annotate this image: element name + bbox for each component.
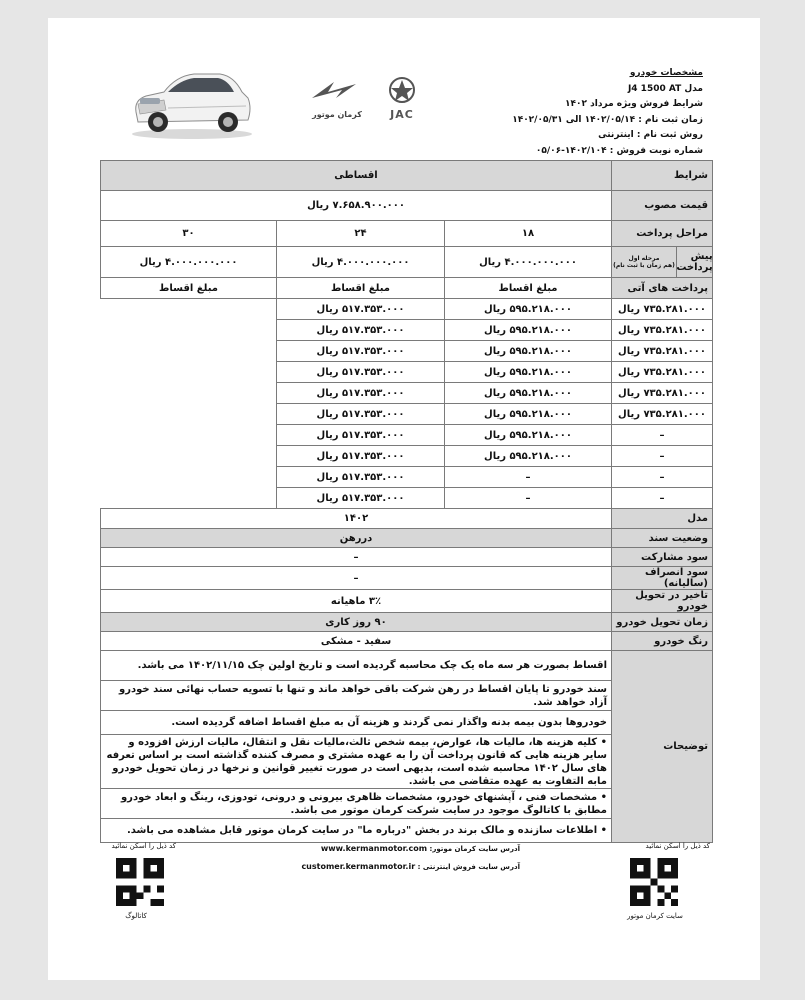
- label-stage1: مرحله اول: [628, 255, 660, 262]
- label-prepay: پیش پرداخت: [676, 247, 712, 277]
- qr-right-caption: سایت کرمان موتور: [627, 912, 683, 920]
- site-address-line: [280, 840, 520, 858]
- installment-cell: ۵۱۷.۳۵۳.۰۰۰ ریال: [277, 362, 445, 383]
- installment-header-30: مبلغ اقساط: [101, 278, 277, 299]
- note-5: • مشخصات فنی ، آپشنهای خودرو، مشخصات ظاهری بیرونی و درونی، تودوزی، رینگ و ابعاد خودرو مطابق با کاتالوگ موجود در سایت شرکت کرمان موتور می باشد.: [101, 789, 612, 819]
- spec-header: [512, 66, 703, 159]
- qr-right-caption-top: کد ذیل را اسکن نمائید: [645, 842, 710, 850]
- site-label: آدرس سایت کرمان موتور:: [429, 845, 520, 853]
- delivery-time-value: ۹۰ روز کاری: [101, 613, 612, 632]
- partnership-value: –: [101, 548, 612, 567]
- installment-cell: ۵۱۷.۳۵۳.۰۰۰ ریال: [277, 320, 445, 341]
- installment-cell: ۵۱۷.۳۵۳.۰۰۰ ریال: [277, 467, 445, 488]
- installment-row: [101, 341, 713, 362]
- installment-cell: ۵۹۵.۲۱۸.۰۰۰ ریال: [445, 425, 612, 446]
- installment-row: [101, 425, 713, 446]
- note-2: سند خودرو تا پایان اقساط در رهن شرکت باقی خواهد ماند و تنها با تسویه حساب نهائی سند خودرو آزاد خواهد شد.: [101, 681, 612, 711]
- label-stages: مراحل پرداخت: [612, 221, 713, 247]
- jac-star-icon: [372, 76, 432, 104]
- label-delivery-time: زمان تحویل خودرو: [612, 613, 713, 632]
- color-value: سفید - مشکی: [101, 632, 612, 651]
- label-prepay-cell: [612, 247, 713, 278]
- installment-cell: –: [612, 467, 713, 488]
- qr-code-site-icon[interactable]: [630, 858, 678, 906]
- kerman-logo-icon: [306, 76, 368, 106]
- installment-row: [101, 362, 713, 383]
- car-image: [128, 64, 256, 140]
- sales-url-link[interactable]: customer.kermanmotor.ir: [301, 862, 416, 871]
- installment-cell: ۵۹۵.۲۱۸.۰۰۰ ریال: [445, 320, 612, 341]
- installment-cell: –: [612, 425, 713, 446]
- label-annual-interest: سود انصراف (سالیانه): [612, 567, 713, 590]
- label-partnership: سود مشارکت: [612, 548, 713, 567]
- installment-cell: ۵۱۷.۳۵۳.۰۰۰ ریال: [277, 425, 445, 446]
- installment-cell: ۷۳۵.۲۸۱.۰۰۰ ریال: [612, 320, 713, 341]
- installment-cell: ۵۹۵.۲۱۸.۰۰۰ ریال: [445, 446, 612, 467]
- model-line: مدل J4 1500 AT: [627, 83, 703, 94]
- installment-cell: –: [612, 446, 713, 467]
- label-doc-status: وضعیت سند: [612, 529, 713, 548]
- sale-number: شماره نوبت فروش : ۱۴۰۲/۱۰۴-۰۵/۰۶: [535, 145, 703, 156]
- installment-row: [101, 383, 713, 404]
- installment-cell: ۵۱۷.۳۵۳.۰۰۰ ریال: [277, 404, 445, 425]
- installment-cell: –: [445, 488, 612, 509]
- spec-title: مشخصات خودرو: [629, 68, 703, 78]
- installment-cell: ۷۳۵.۲۸۱.۰۰۰ ریال: [612, 383, 713, 404]
- label-delay: تاخیر در تحویل خودرو: [612, 590, 713, 613]
- register-time: زمان ثبت نام : ۱۴۰۲/۰۵/۱۴ الی ۱۴۰۲/۰۵/۳۱: [512, 114, 703, 125]
- kerman-motor-logo: [306, 76, 368, 120]
- jac-logo: [372, 76, 432, 120]
- site-url-link[interactable]: www.kermanmotor.com: [320, 844, 428, 853]
- prepay-18: ۴.۰۰۰.۰۰۰.۰۰۰ ریال: [445, 247, 612, 278]
- qr-code-catalog-icon[interactable]: [116, 858, 164, 906]
- label-future-payments: پرداخت های آتی: [612, 278, 713, 299]
- prepay-24: ۴.۰۰۰.۰۰۰.۰۰۰ ریال: [277, 247, 445, 278]
- installment-header-24: مبلغ اقساط: [277, 278, 445, 299]
- label-notes: توضیحات: [612, 651, 713, 843]
- installment-cell: ۷۳۵.۲۸۱.۰۰۰ ریال: [612, 404, 713, 425]
- sales-conditions-table: [100, 160, 713, 843]
- installment-cell: ۵۱۷.۳۵۳.۰۰۰ ریال: [277, 383, 445, 404]
- label-stage1-sub: (هم زمان با ثبت نام): [613, 262, 675, 269]
- installment-header-18: مبلغ اقساط: [445, 278, 612, 299]
- installment-cell: ۷۳۵.۲۸۱.۰۰۰ ریال: [612, 341, 713, 362]
- installment-cell: ۷۳۵.۲۸۱.۰۰۰ ریال: [612, 299, 713, 320]
- doc-status-value: دررهن: [101, 529, 612, 548]
- installment-row: [101, 404, 713, 425]
- prepay-30: ۴.۰۰۰.۰۰۰.۰۰۰ ریال: [101, 247, 277, 278]
- installment-rows: [101, 299, 713, 509]
- delay-value: ۳٪ ماهیانه: [101, 590, 612, 613]
- sale-line: شرایط فروش ویژه مرداد ۱۴۰۲: [565, 99, 703, 109]
- sales-address-line: [280, 858, 520, 876]
- installment-row: [101, 467, 713, 488]
- model-value: ۱۴۰۲: [101, 509, 612, 529]
- footer-addresses: [280, 840, 520, 876]
- stage-18: ۱۸: [445, 221, 612, 247]
- installment-cell: ۵۹۵.۲۱۸.۰۰۰ ریال: [445, 404, 612, 425]
- installment-cell: –: [612, 488, 713, 509]
- label-price: قیمت مصوب: [612, 191, 713, 221]
- installment-row: [101, 446, 713, 467]
- stage-30: ۳۰: [101, 221, 277, 247]
- condition-value: اقساطی: [101, 161, 612, 191]
- note-4: • کلیه هزینه ها، مالیات ها، عوارض، بیمه شخص ثالث،مالیات نقل و انتقال، مالیات ارزش افزوده و سایر هزینه هایی که قانون پرداخت آن را به عهده مشتری و مصرف کننده گذاشته است بر اساس تعرفه های سال ۱۴۰۲ محاسبه شده است، بدیهی است در صورت تغییر قوانین و نرخها در زمان تحویل خودرو مابه التفاوت به عهده متقاضی می باشد.: [101, 735, 612, 789]
- qr-left-caption: کاتالوگ: [125, 912, 147, 920]
- installment-row: [101, 299, 713, 320]
- installment-cell: ۵۱۷.۳۵۳.۰۰۰ ریال: [277, 341, 445, 362]
- annual-interest-value: –: [101, 567, 612, 590]
- note-3: خودروها بدون بیمه بدنه واگذار نمی گردند و هزینه آن به مبلغ اقساط اضافه گردیده است.: [101, 711, 612, 735]
- installment-cell: ۵۹۵.۲۱۸.۰۰۰ ریال: [445, 299, 612, 320]
- kerman-logo-text: کرمان موتور: [312, 110, 362, 119]
- note-1: اقساط بصورت هر سه ماه یک چک محاسبه گردیده است و تاریخ اولین چک ۱۴۰۲/۱۱/۱۵ می باشد.: [101, 651, 612, 681]
- note-6: • اطلاعات سازنده و مالک برند در بخش "درباره ما" در سایت کرمان موتور قابل مشاهده می باشد.: [101, 819, 612, 843]
- register-method: روش ثبت نام : اینترنتی: [598, 130, 703, 140]
- installment-cell: ۷۳۵.۲۸۱.۰۰۰ ریال: [612, 362, 713, 383]
- installment-row: [101, 488, 713, 509]
- installment-cell: ۵۱۷.۳۵۳.۰۰۰ ریال: [277, 488, 445, 509]
- label-model: مدل: [612, 509, 713, 529]
- installment-cell: ۵۹۵.۲۱۸.۰۰۰ ریال: [445, 341, 612, 362]
- installment-cell: –: [445, 467, 612, 488]
- installment-cell: ۵۹۵.۲۱۸.۰۰۰ ریال: [445, 362, 612, 383]
- qr-left-caption-top: کد ذیل را اسکن نمائید: [111, 842, 176, 850]
- label-conditions: شرایط: [612, 161, 713, 191]
- stage-24: ۲۴: [277, 221, 445, 247]
- installment-row: [101, 320, 713, 341]
- installment-cell: ۵۱۷.۳۵۳.۰۰۰ ریال: [277, 446, 445, 467]
- sales-label: آدرس سایت فروش اینترنتی :: [417, 863, 520, 871]
- installment-cell: ۵۹۵.۲۱۸.۰۰۰ ریال: [445, 383, 612, 404]
- installment-cell: ۵۱۷.۳۵۳.۰۰۰ ریال: [277, 299, 445, 320]
- price-value: ۷.۶۵۸.۹۰۰.۰۰۰ ریال: [101, 191, 612, 221]
- jac-logo-text: JAC: [390, 108, 414, 121]
- label-color: رنگ خودرو: [612, 632, 713, 651]
